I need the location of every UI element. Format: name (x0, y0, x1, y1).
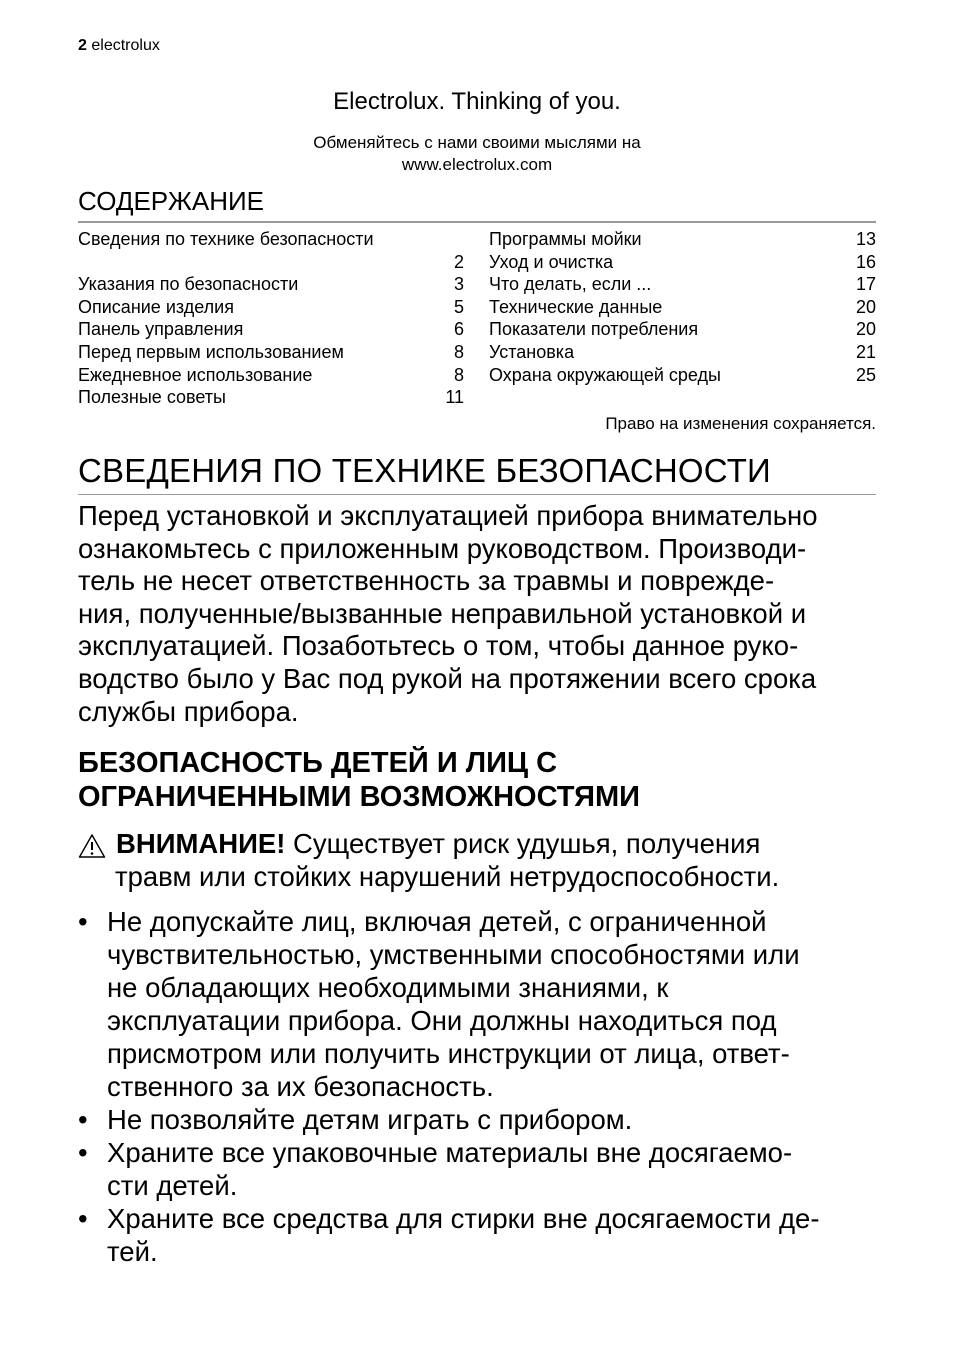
toc-entry[interactable] (489, 364, 876, 387)
intro-line: службы прибора. (78, 695, 299, 727)
list-item (78, 905, 878, 1103)
toc-entry[interactable] (78, 364, 464, 387)
bullet-line: сти детей. (107, 1170, 238, 1201)
bullet-line: не обладающих необходимыми знаниями, к (107, 972, 669, 1003)
toc-entry[interactable] (78, 386, 464, 409)
toc-entry-page: 8 (453, 364, 464, 385)
toc-entry-label: Указания по безопасности (78, 274, 299, 295)
toc-entry[interactable] (489, 273, 876, 296)
warning-line: травм или стойких нарушений нетрудоспособности. (115, 861, 780, 892)
bullet-line: Не позволяйте детям играть с прибором. (107, 1104, 633, 1135)
toc-entry-label: Сведения по технике безопасности (78, 229, 374, 249)
toc-entry-page: 13 (855, 229, 876, 249)
toc-entry-label: Технические данные (489, 296, 663, 317)
list-item (78, 1202, 878, 1268)
section-title-line: БЕЗОПАСНОСТЬ ДЕТЕЙ И ЛИЦ С (78, 747, 558, 779)
toc-left-column (78, 228, 464, 409)
section-title-line: ОГРАНИЧЕННЫМИ ВОЗМОЖНОСТЯМИ (78, 781, 640, 813)
toc-entry-page: 5 (453, 296, 464, 317)
list-item (78, 1136, 878, 1202)
section-title-children (78, 746, 640, 814)
bullet-marker: • (78, 906, 88, 937)
toc-entry[interactable] (489, 318, 876, 341)
toc-divider (78, 221, 876, 223)
toc-entry-label: Показатели потребления (489, 319, 699, 340)
toc-entry[interactable] (78, 296, 464, 319)
toc-entry[interactable] (78, 318, 464, 341)
toc-entry-label: Охрана окружающей среды (489, 364, 721, 385)
toc-entry[interactable] (489, 296, 876, 319)
toc-entry-page: 8 (453, 341, 464, 362)
toc-entry-page: 6 (453, 319, 464, 340)
toc-entry-label: Ежедневное использование (78, 364, 313, 385)
toc-entry-page: 25 (855, 364, 876, 385)
bullet-line: Храните все упаковочные материалы вне досягаемо- (107, 1137, 793, 1168)
toc-entry-label: Уход и очистка (489, 251, 614, 272)
toc-entry-page: 11 (445, 387, 464, 408)
toc-entry[interactable] (78, 228, 464, 273)
bullet-marker: • (78, 1104, 88, 1135)
toc-entry-label: Описание изделия (78, 296, 234, 317)
tagline: Electrolux. Thinking of you. (333, 88, 621, 115)
toc-entry-label: Полезные советы (78, 387, 226, 408)
warning-line (78, 827, 876, 860)
toc-title: СОДЕРЖАНИЕ (78, 186, 265, 216)
bullet-line: Храните все средства для стирки вне досягаемости де- (107, 1203, 820, 1234)
page-header (78, 37, 160, 55)
intro-line: ознакомьтесь с приложенным руководством. Производи- (78, 532, 807, 564)
warning-block (78, 827, 876, 893)
rights-note: Право на изменения сохраняется. (605, 414, 876, 433)
toc-entry-page: 2 (453, 251, 464, 272)
intro-line: водство было у Вас под рукой на протяжении всего срока (78, 662, 817, 694)
toc-entry-page: 21 (855, 341, 876, 362)
bullet-marker: • (78, 1203, 88, 1234)
toc-entry[interactable] (78, 341, 464, 364)
intro-line: ния, полученные/вызванные неправильной установкой и (78, 597, 807, 629)
toc-entry-page: 20 (855, 296, 876, 317)
share-note (78, 132, 876, 176)
toc-entry[interactable] (489, 228, 876, 251)
website-link[interactable]: www.electrolux.com (401, 155, 553, 174)
intro-line: эксплуатацией. Позаботьтесь о том, чтобы данное руко- (78, 630, 799, 662)
toc-entry-page: 20 (855, 319, 876, 340)
intro-line: тель не несет ответственность за травмы и поврежде- (78, 565, 775, 597)
safety-intro (78, 500, 878, 728)
bullet-line: тей. (107, 1236, 158, 1267)
toc-entry-label: Панель управления (78, 319, 244, 340)
bullet-line: присмотром или получить инструкции от лица, ответ- (107, 1038, 790, 1069)
toc-entry-label: Что делать, если ... (489, 274, 652, 295)
toc-entry-page: 16 (855, 251, 876, 272)
page-number: 2 (78, 37, 87, 54)
share-text: Обменяйтесь с нами своими мыслями на (313, 133, 641, 152)
toc-entry-label: Перед первым использованием (78, 341, 344, 362)
toc-entry-label: Установка (489, 341, 575, 362)
list-item (78, 1103, 878, 1136)
bullet-marker: • (78, 1137, 88, 1168)
warning-label: ВНИМАНИЕ! (116, 828, 286, 859)
toc-entry[interactable] (78, 273, 464, 296)
intro-line: Перед установкой и эксплуатацией прибора внимательно (78, 500, 818, 531)
section-divider (78, 494, 876, 495)
toc-right-column (489, 228, 876, 386)
brand-name: electrolux (91, 37, 160, 54)
bullet-line: чувствительностью, умственными способностями или (107, 939, 800, 970)
bullet-line: ственного за их безопасность. (107, 1071, 494, 1102)
toc-entry[interactable] (489, 341, 876, 364)
toc-entry-label: Программы мойки (489, 229, 642, 249)
toc-entry-page: 3 (453, 274, 464, 295)
safety-bullet-list (78, 905, 878, 1268)
section-title-safety: СВЕДЕНИЯ ПО ТЕХНИКЕ БЕЗОПАСНОСТИ (78, 452, 771, 489)
warning-text: Существует риск удушья, получения (285, 828, 761, 859)
toc-entry-page: 17 (855, 274, 876, 295)
bullet-line: Не допускайте лиц, включая детей, с ограниченной (107, 906, 767, 937)
toc-entry[interactable] (489, 251, 876, 274)
warning-triangle-icon (78, 833, 106, 859)
bullet-line: эксплуатации прибора. Они должны находиться под (107, 1005, 777, 1036)
